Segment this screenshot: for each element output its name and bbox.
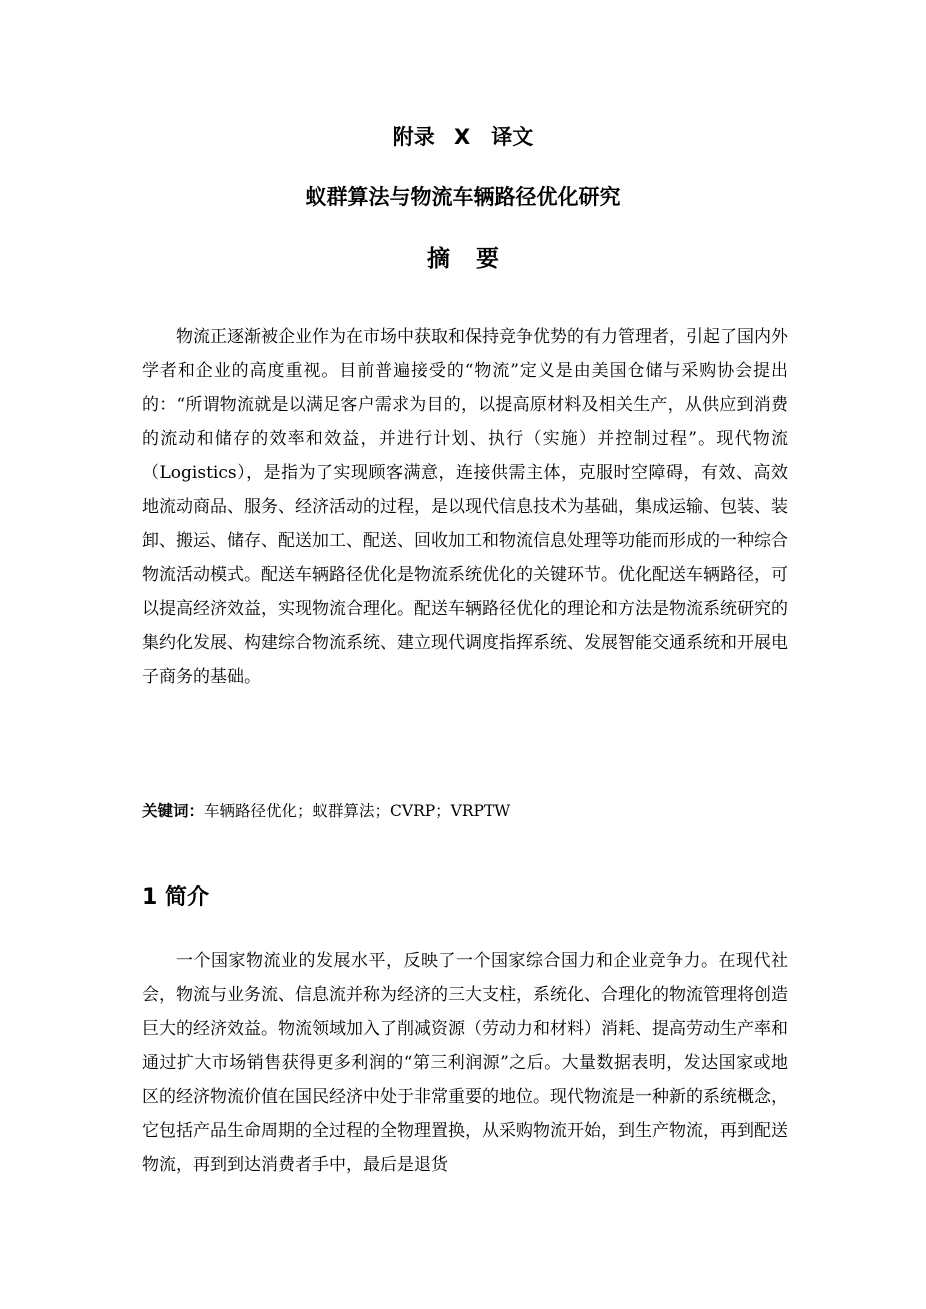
keywords-line	[142, 797, 788, 825]
appendix-title: 附录 X 译文	[392, 125, 534, 149]
keywords-label: 关键词：	[142, 802, 205, 820]
keywords-text: 车辆路径优化；蚁群算法；CVRP；VRPTW	[204, 802, 511, 820]
abstract-paragraph: 物流正逐渐被企业作为在市场中获取和保持竞争优势的有力管理者，引起了国内外学者和企业的高度重视。目前普遍接受的“物流”定义是由美国仓储与采购协会提出的：“所谓物流就是以满足客户需求为目的，以提高原材料及相关生产，从供应到消费的流动和储存的效率和效益，并进行计划、执行（实施）并控制过程”。现代物流（Logistics），是指为了实现顾客满意，连接供需主体，克服时空障碍，有效、高效地流动商品、服务、经济活动的过程，是以现代信息技术为基础，集成运输、包装、装卸、搬运、储存、配送加工、配送、回收加工和物流信息处理等功能而形成的一种综合物流活动模式。配送车辆路径优化是物流系统优化的关键环节。优化配送车辆路径，可以提高经济效益，实现物流合理化。配送车辆路径优化的理论和方法是物流系统研究的集约化发展、构建综合物流系统、建立现代调度指挥系统、发展智能交通系统和开展电子商务的基础。	[142, 327, 788, 687]
section-1-heading: 1 简介	[142, 885, 209, 910]
paper-title: 蚁群算法与物流车辆路径优化研究	[305, 185, 621, 209]
section-1-paragraph: 一个国家物流业的发展水平，反映了一个国家综合国力和企业竞争力。在现代社会，物流与业务流、信息流并称为经济的三大支柱，系统化、合理化的物流管理将创造巨大的经济效益。物流领域加入了削减资源（劳动力和材料）消耗、提高劳动生产率和通过扩大市场销售获得更多利润的“第三利润源”之后。大量数据表明，发达国家或地区的经济物流价值在国民经济中处于非常重要的地位。现代物流是一种新的系统概念，它包括产品生命周期的全过程的全物理置换，从采购物流开始，到生产物流，再到配送物流，再到到达消费者手中，最后是退货	[142, 951, 788, 1175]
abstract-heading: 摘要	[427, 246, 525, 272]
